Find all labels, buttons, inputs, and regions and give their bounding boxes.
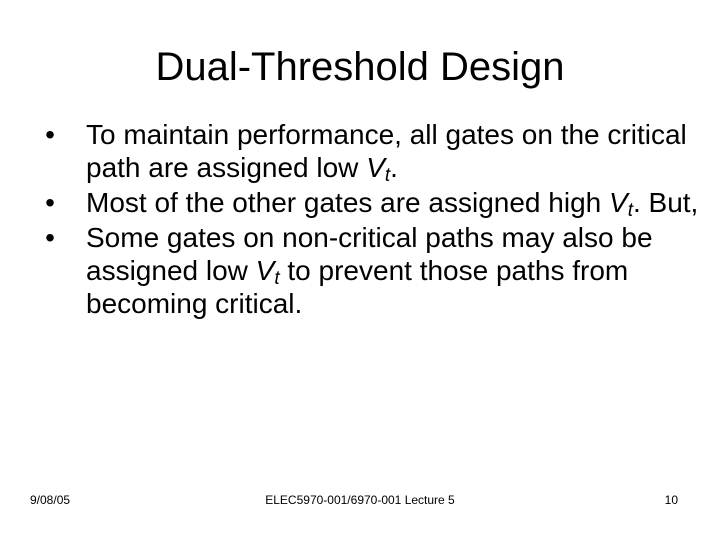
bullet-text-after: . [390, 152, 398, 183]
bullet-text-after: . But, [632, 187, 699, 218]
bullet-text-before: Some gates on non-critical paths may also be assigned low [86, 222, 653, 286]
vt-symbol: $V_t$ [366, 152, 391, 186]
bullet-text-before: Most of the other gates are assigned high [86, 187, 609, 218]
bullet-marker: • [45, 119, 55, 150]
bullet-marker: • [45, 187, 55, 218]
bullet-text-after: to prevent those paths from becoming critical. [86, 255, 629, 319]
footer-page-number: 10 [664, 493, 678, 507]
bullet-item-3 [40, 221, 700, 320]
bullet-text-before: To maintain performance, all gates on the critical path are assigned low [86, 119, 687, 183]
bullet-item-1 [40, 118, 700, 184]
vt-symbol: $V_t$ [255, 255, 280, 289]
bullet-list [40, 118, 700, 322]
vt-symbol: $V_t$ [609, 187, 633, 221]
slide-title: Dual-Threshold Design [155, 45, 565, 89]
footer-course: ELEC5970-001/6970-001 Lecture 5 [265, 493, 455, 507]
bullet-marker: • [45, 222, 55, 253]
bullet-item-2 [40, 186, 700, 219]
footer-date: 9/08/05 [30, 493, 71, 507]
